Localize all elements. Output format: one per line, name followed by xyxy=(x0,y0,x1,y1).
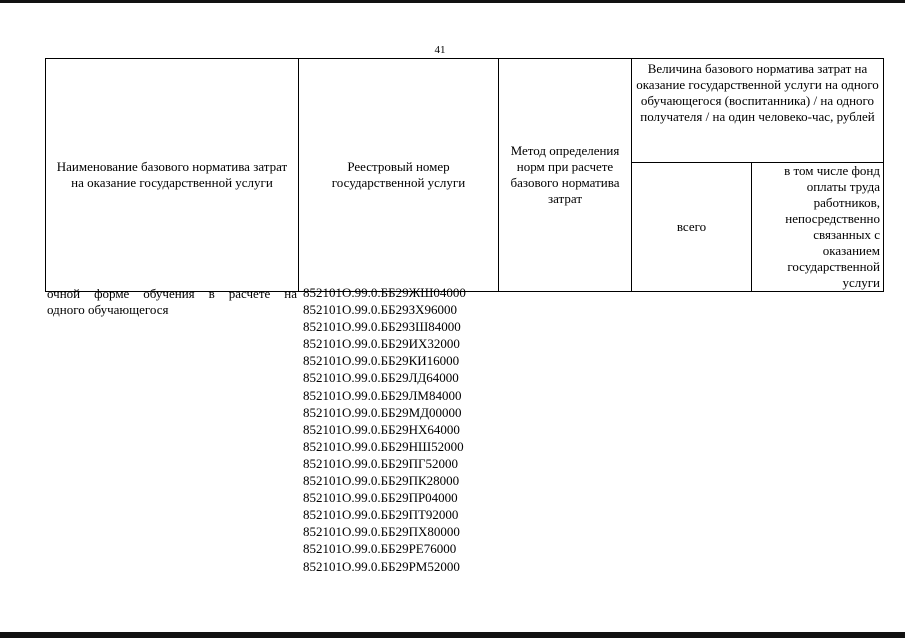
row-name-line: очной форме обучения в расчете на xyxy=(47,286,297,301)
header-col-wage: в том числе фонд оплаты труда работников, непосредственно связанных с оказанием государственной услуги xyxy=(752,163,884,292)
registry-number: 852101О.99.0.ББ29НХ64000 xyxy=(303,421,460,437)
registry-number: 852101О.99.0.ББ29ЗШ84000 xyxy=(303,319,461,335)
registry-number: 852101О.99.0.ББ29ЗХ96000 xyxy=(303,302,457,318)
header-col-value: Величина базового норматива затрат на оказание государственной услуги на одного обучающегося (воспитанника) / на одного получателя / на один человеко-час, рублей xyxy=(632,59,884,163)
registry-number: 852101О.99.0.ББ29РЕ76000 xyxy=(303,541,457,557)
registry-number-list xyxy=(303,284,523,575)
registry-number: 852101О.99.0.ББ29НШ52000 xyxy=(303,438,464,454)
header-col-total: всего xyxy=(632,163,752,292)
registry-number: 852101О.99.0.ББ29ИХ32000 xyxy=(303,336,460,352)
header-col-method: Метод определения норм при расчете базового норматива затрат xyxy=(499,59,632,292)
registry-number: 852101О.99.0.ББ29КИ16000 xyxy=(303,353,460,369)
row-name-cell xyxy=(47,286,297,318)
registry-number: 852101О.99.0.ББ29ЛД64000 xyxy=(303,370,459,386)
registry-number: 852101О.99.0.ББ29РМ52000 xyxy=(303,558,460,574)
scan-border-bottom xyxy=(0,632,905,638)
header-table xyxy=(45,58,884,292)
registry-number: 852101О.99.0.ББ29ЛМ84000 xyxy=(303,387,462,403)
page-number: 41 xyxy=(434,44,446,56)
registry-number: 852101О.99.0.ББ29ЖШ04000 xyxy=(303,285,466,300)
registry-number: 852101О.99.0.ББ29ПГ52000 xyxy=(303,455,458,471)
registry-number: 852101О.99.0.ББ29МД00000 xyxy=(303,404,462,420)
registry-number: 852101О.99.0.ББ29ПТ92000 xyxy=(303,507,459,523)
header-col-registry: Реестровый номер государственной услуги xyxy=(299,59,499,292)
header-col-name: Наименование базового норматива затрат на оказание государственной услуги xyxy=(46,59,299,292)
registry-number: 852101О.99.0.ББ29ПР04000 xyxy=(303,490,458,506)
row-name-line: одного обучающегося xyxy=(47,302,169,317)
scan-border-top xyxy=(0,0,905,3)
registry-number: 852101О.99.0.ББ29ПХ80000 xyxy=(303,524,460,540)
registry-number: 852101О.99.0.ББ29ПК28000 xyxy=(303,473,460,489)
